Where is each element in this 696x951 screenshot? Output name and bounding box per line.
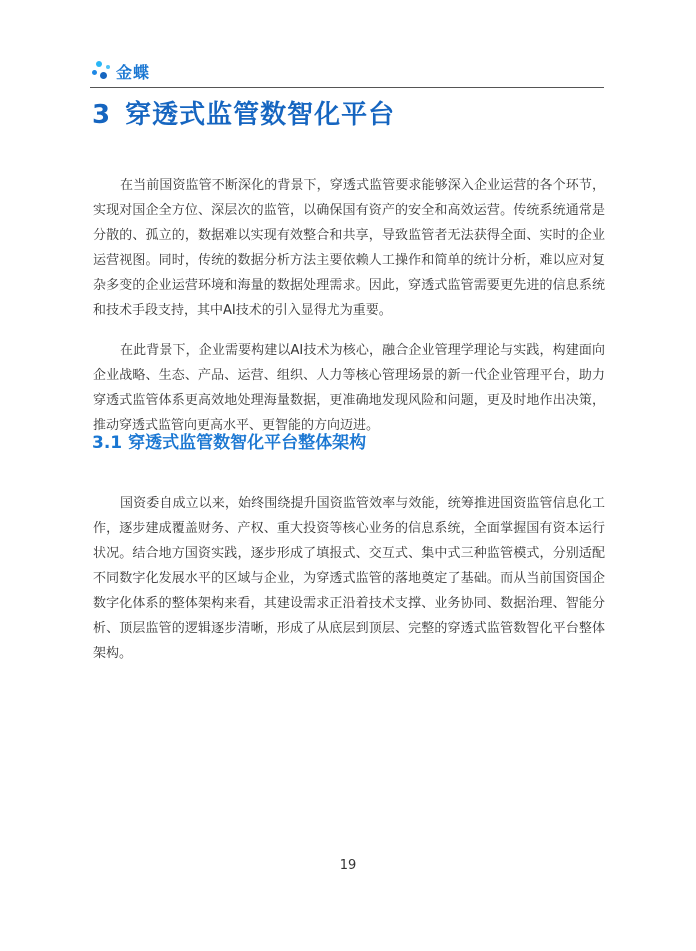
brand-logo bbox=[92, 58, 150, 84]
section-paragraph: 国资委自成立以来，始终围绕提升国资监管效率与效能，统筹推进国资监管信息化工作，逐步建成覆盖财务、产权、重大投资等核心业务的信息系统，全面掌握国有资本运行状况。结合地方国资实践，逐步形成了填报式、交互式、集中式三种监管模式，分别适配不同数字化发展水平的区域与企业，为穿透式监管的落地奠定了基础。而从当前国资国企数字化体系的整体架构来看，其建设需求正沿着技术支撑、业务协同、数据治理、智能分析、顶层监管的逻辑逐步清晰，形成了从底层到顶层、完整的穿透式监管数智化平台整体架构。 bbox=[93, 496, 605, 661]
header-divider bbox=[90, 87, 604, 88]
chapter-title-text: 穿透式监管数智化平台 bbox=[125, 100, 396, 130]
section-heading bbox=[92, 428, 366, 453]
kingdee-dots-icon bbox=[92, 59, 114, 83]
body-paragraph: 在此背景下，企业需要构建以AI技术为核心，融合企业管理学理论与实践，构建面向企业战略、生态、产品、运营、组织、人力等核心管理场景的新一代企业管理平台，助力穿透式监管体系更高效地处理海量数据，更准确地发现风险和问题，更及时地作出决策，推动穿透式监管向更高水平、更智能的方向迈进。 bbox=[93, 343, 605, 433]
section-title-text: 穿透式监管数智化平台整体架构 bbox=[128, 433, 367, 453]
logo-text: 金蝶 bbox=[116, 62, 151, 82]
body-paragraph: 在当前国资监管不断深化的背景下，穿透式监管要求能够深入企业运营的各个环节，实现对国企全方位、深层次的监管，以确保国有资产的安全和高效运营。传统系统通常是分散的、孤立的，数据难以实现有效整合和共享，导致监管者无法获得全面、实时的企业运营视图。同时，传统的数据分析方法主要依赖人工操作和简单的统计分析，难以应对复杂多变的企业运营环境和海量的数据处理需求。因此，穿透式监管需要更先进的信息系统和技术手段支持，其中AI技术的引入显得尤为重要。 bbox=[93, 178, 605, 318]
chapter-number: 3 bbox=[92, 100, 112, 130]
section-number: 3.1 bbox=[92, 433, 123, 453]
page-number: 19 bbox=[339, 858, 357, 873]
chapter-title bbox=[92, 94, 395, 131]
